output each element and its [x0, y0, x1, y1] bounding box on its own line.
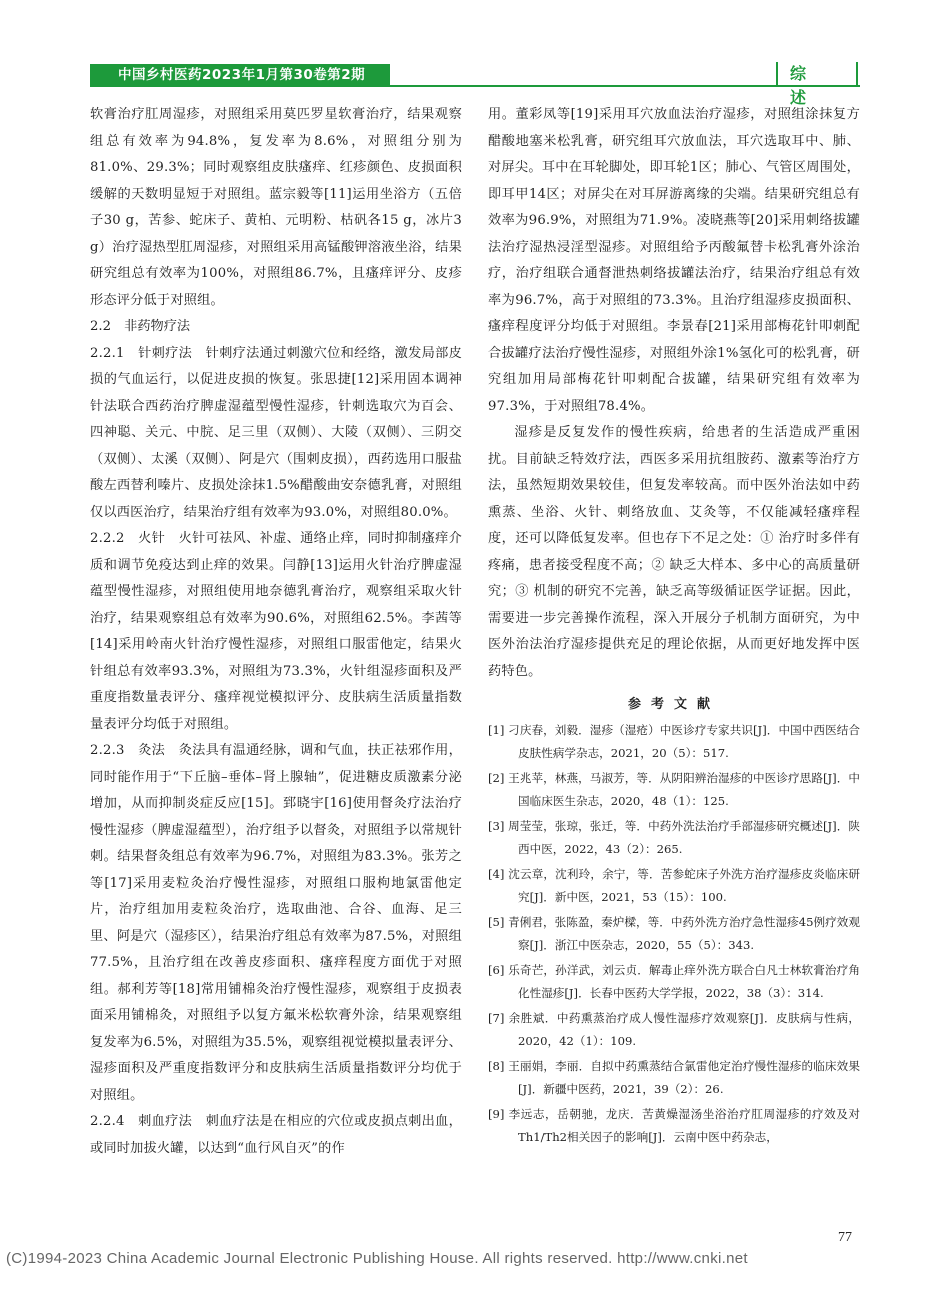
- header-rule: [90, 85, 860, 87]
- paragraph: 软膏治疗肛周湿疹，对照组采用莫匹罗星软膏治疗，结果观察组总有效率为94.8%，复发率为8.6%，对照组分别为81.0%、29.3%；同时观察组皮肤瘙痒、红疹颜色、皮损面积缓解的天数明显短于对照组。蓝宗毅等[11]运用坐浴方（五倍子30 g，苦参、蛇床子、黄柏、元明粉、枯矾各15 g，冰片3 g）治疗湿热型肛周湿疹，对照组采用高锰酸钾溶液坐浴，结果研究组总有效率为100%，对照组86.7%，且瘙痒评分、皮疹形态评分低于对照组。: [90, 107, 462, 308]
- reference-item: [3] 周莹莹，张琼，张迁，等．中药外洗法治疗手部湿疹研究概述[J]．陕西中医，2022，43（2）：265.: [488, 819, 860, 856]
- reference-item: [6] 乐奇芒，孙洋武，刘云贞．解毒止痒外洗方联合白凡士林软膏治疗角化性湿疹[J]．长春中医药大学学报，2022，38（3）：314.: [488, 963, 860, 1000]
- reference-item: [9] 李远志，岳朝驰，龙庆．苦黄燥湿汤坐浴治疗肛周湿疹的疗效及对Th1/Th2相关因子的影响[J]．云南中医中药杂志，: [488, 1107, 860, 1144]
- reference-item: [5] 青俐君，张陈盈，秦炉樑，等．中药外洗方治疗急性湿疹45例疗效观察[J]．浙江中医杂志，2020，55（5）：343.: [488, 915, 860, 952]
- paragraph: 2.2.2 火针 火针可祛风、补虚、通络止痒，同时抑制瘙痒介质和调节免疫达到止痒的效果。闫静[13]运用火针治疗脾虚湿蕴型慢性湿疹，对照组使用地奈德乳膏治疗，观察组采取火针治疗，结果观察组总有效率为90.6%，对照组62.5%。李茜等[14]采用岭南火针治疗慢性湿疹，对照组口服雷他定，结果火针组总有效率93.3%，对照组为73.3%，火针组湿疹面积及严重度指数量表评分、瘙痒视觉模拟评分、皮肤病生活质量指数量表评分均低于对照组。: [90, 531, 462, 732]
- right-column: [488, 102, 860, 1151]
- section-tag: 综 述: [776, 62, 858, 86]
- copyright-footer: (C)1994-2023 China Academic Journal Electronic Publishing House. All rights reserved. http://www.cnki.net: [6, 1250, 748, 1267]
- paragraph: 用。董彩凤等[19]采用耳穴放血法治疗湿疹，对照组涂抹复方醋酸地塞米松乳膏，研究组耳穴放血法，耳穴选取耳中、肺、对屏尖。耳中在耳轮脚处，即耳轮1区；肺心、气管区周围处，即耳甲14区；对屏尖在对耳屏游离缘的尖端。结果研究组总有效率为96.9%，对照组为71.9%。凌晓燕等[20]采用刺络拔罐法治疗湿热浸淫型湿疹。对照组给予丙酸氟替卡松乳膏外涂治疗，治疗组联合通督泄热刺络拔罐法治疗，结果治疗组总有效率为96.7%，高于对照组的73.3%。且治疗组湿疹皮损面积、瘙痒程度评分均低于对照组。李景春[21]采用部梅花针叩刺配合拔罐疗法治疗慢性湿疹，对照组外涂1%氢化可的松乳膏，研究组加用局部梅花针叩刺配合拔罐，结果研究组有效率为97.3%，于对照组78.4%。: [488, 107, 860, 414]
- journal-title: 中国乡村医药2023年1月第30卷第2期: [118, 67, 366, 83]
- paragraph: 2.2.3 灸法 灸法具有温通经脉，调和气血，扶正祛邪作用，同时能作用于“下丘脑–垂体–肾上腺轴”，促进糖皮质激素分泌增加，从而抑制炎症反应[15]。郅晓宇[16]使用督灸疗法治疗慢性湿疹（脾虚湿蕴型），治疗组予以督灸，对照组予以常规针刺。结果督灸组总有效率为96.7%，对照组为83.3%。张芳之等[17]采用麦粒灸治疗慢性湿疹，对照组口服枸地氯雷他定片，治疗组加用麦粒灸治疗，选取曲池、合谷、血海、足三里、阿是穴（湿疹区），结果治疗组总有效率为87.5%，对照组77.5%，且治疗组在改善皮疹面积、瘙痒程度方面优于对照组。郝利芳等[18]常用铺棉灸治疗慢性湿疹，观察组于皮损表面采用铺棉灸，对照组予以复方氟米松软膏外涂，结果观察组复发率为6.5%，对照组为35.5%，观察组视觉模拟量表评分、湿疹面积及严重度指数评分和皮肤病生活质量指数评分均优于对照组。: [90, 743, 462, 1103]
- left-column: [90, 102, 462, 1162]
- page-number: 77: [838, 1230, 852, 1245]
- references-title: 参考文献: [627, 697, 720, 712]
- reference-item: [2] 王兆苹，林燕，马淑芳，等．从阴阳辨治湿疹的中医诊疗思路[J]．中国临床医生杂志，2020，48（1）：125.: [488, 771, 860, 808]
- reference-item: [7] 余胜斌．中药熏蒸治疗成人慢性湿疹疗效观察[J]．皮肤病与性病，2020，42（1）：109.: [488, 1011, 860, 1048]
- paragraph: 2.2.4 刺血疗法 刺血疗法是在相应的穴位或皮损点刺出血，或同时加拔火罐，以达到“血行风自灭”的作: [90, 1114, 462, 1156]
- section-heading: 2.2 非药物疗法: [90, 319, 191, 334]
- reference-item: [8] 王丽娟，李丽．自拟中药熏蒸结合氯雷他定治疗慢性湿疹的临床效果[J]．新疆中医药，2021，39（2）：26.: [488, 1059, 860, 1096]
- reference-item: [1] 刁庆春，刘毅．湿疹（湿疮）中医诊疗专家共识[J]．中国中西医结合皮肤性病学杂志，2021，20（5）：517.: [488, 723, 860, 760]
- paragraph: 2.2.1 针刺疗法 针刺疗法通过刺激穴位和经络，激发局部皮损的气血运行，以促进皮损的恢复。张思捷[12]采用固本调神针法联合西药治疗脾虚湿蕴型慢性湿疹，针刺选取穴为百会、四神聪、关元、中脘、足三里（双侧）、大陵（双侧）、三阴交（双侧）、太溪（双侧）、阿是穴（围刺皮损），西药选用口服盐酸左西替利嗪片、皮损处涂抹1.5%醋酸曲安奈德乳膏，对照组仅以西医治疗，结果治疗组有效率为93.0%，对照组80.0%。: [90, 345, 462, 520]
- paragraph: 湿疹是反复发作的慢性疾病，给患者的生活造成严重困扰。目前缺乏特效疗法，西医多采用抗组胺药、激素等治疗方法，虽然短期效果较佳，但复发率较高。而中医外治法如中药熏蒸、坐浴、火针、刺络放血、艾灸等，不仅能减轻瘙痒程度，还可以降低复发率。但也存下不足之处：① 治疗时多伴有疼痛，患者接受程度不高；② 缺乏大样本、多中心的高质量研究；③ 机制的研究不完善，缺乏高等级循证医学证据。因此，需要进一步完善操作流程，深入开展分子机制方面研究，为中医外治法治疗湿疹提供充足的理论依据，从而更好地发挥中医药特色。: [488, 425, 860, 679]
- reference-item: [4] 沈云章，沈利玲，余宁，等．苦参蛇床子外洗方治疗湿疹皮炎临床研究[J]．新中医，2021，53（15）：100.: [488, 867, 860, 904]
